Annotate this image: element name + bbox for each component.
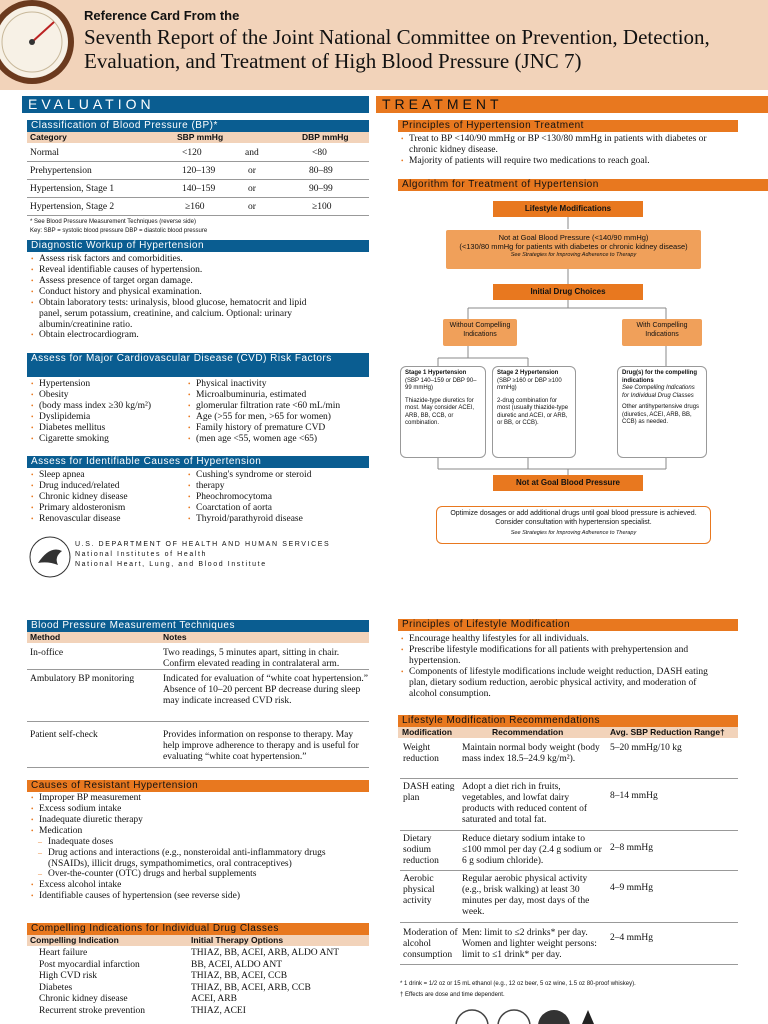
- list-item: – Inadequate doses: [30, 837, 360, 848]
- table-row: Diabetes THIAZ, BB, ACEI, ARB, CCB: [39, 982, 311, 993]
- hhs-seal-icon: [28, 535, 72, 579]
- list-item: • Majority of patients will require two medications to reach goal.: [400, 156, 730, 167]
- treatment-principles-list: [400, 134, 730, 167]
- not-at-goal-box: [446, 230, 701, 269]
- stage2-criteria: (SBP ≥160 or DBP ≥100 mmHg): [497, 377, 562, 391]
- table-row: In-office Two readings, 5 minutes apart, sitting in chair. Confirm elevated reading in contralateral arm.: [27, 645, 369, 670]
- classification-title: Classification of Blood Pressure (BP)*: [27, 120, 369, 132]
- stage1-title: Stage 1 Hypertension: [405, 370, 467, 376]
- recs-header: [398, 727, 738, 738]
- col-notes: Notes: [163, 632, 187, 642]
- list-item: • Sleep apnea: [30, 470, 180, 481]
- list-item: • Thyroid/parathyroid disease: [187, 514, 367, 525]
- workup-list: [30, 254, 330, 341]
- table-row: Moderation of alcohol consumption Men: limit to ≤2 drinks* per day. Women and lighter weight persons: limit to ≤1 drink* per day. 2–4 mmHg: [400, 923, 738, 965]
- list-item: • Hypertension: [30, 379, 180, 390]
- list-item: • Encourage healthy lifestyles for all individuals.: [400, 634, 720, 645]
- table-row: Hypertension, Stage 1 140–159 or 90–99: [27, 180, 369, 198]
- hhs-line3: National Heart, Lung, and Blood Institute: [75, 561, 267, 568]
- header-subtitle: Reference Card From the: [84, 8, 240, 23]
- stage1-criteria: (SBP 140–159 or DBP 90–99 mmHg): [405, 377, 477, 391]
- list-item: • Treat to BP <140/90 mmHg or BP <130/80 mmHg in patients with diabetes or chronic kidney disease.: [400, 134, 730, 156]
- stage1-body: Thiazide-type diuretics for most. May consider ACEI, ARB, BB, CCB, or combination.: [405, 397, 475, 426]
- table-row: High CVD risk THIAZ, BB, ACEI, CCB: [39, 971, 288, 981]
- stage2-title: Stage 2 Hypertension: [497, 370, 559, 376]
- table-row: Ambulatory BP monitoring Indicated for evaluation of “white coat hypertension.” Absence of 10–20 percent BP decrease during sleep may indicate increased CVD risk.: [27, 670, 369, 722]
- table-row: Recurrent stroke prevention THIAZ, ACEI: [39, 1005, 246, 1016]
- measurement-table: [27, 645, 369, 768]
- list-item: • Dyslipidemia: [30, 412, 180, 423]
- resistant-title: Causes of Resistant Hypertension: [27, 780, 369, 792]
- list-item: • Physical inactivity: [187, 379, 367, 390]
- list-item: • Conduct history and physical examination.: [30, 287, 330, 298]
- compelling-drugs-title: Drug(s) for the compelling indications: [622, 370, 697, 384]
- list-item: • Assess presence of target organ damage.: [30, 276, 330, 287]
- with-compelling-box: With Compelling Indications: [622, 319, 702, 346]
- col-modification: Modification: [402, 727, 453, 737]
- table-row: Aerobic physical activity Regular aerobic physical activity (e.g., brisk walking) at least 30 minutes per day, most days of the week. 4–9 mmHg: [400, 871, 738, 923]
- col-indication: Compelling Indication: [30, 935, 119, 945]
- treatment-principles-title: Principles of Hypertension Treatment: [398, 120, 738, 132]
- stage1-box: [400, 366, 486, 458]
- list-item: • Cushing's syndrome or steroid: [187, 470, 367, 481]
- list-item: • (body mass index ≥30 kg/m²): [30, 401, 180, 412]
- compelling-header: [27, 935, 369, 946]
- list-item: • glomerular filtration rate <60 mL/min: [187, 401, 367, 412]
- table-row: Normal <120 and <80: [27, 144, 369, 162]
- table-row: Dietary sodium reduction Reduce dietary sodium intake to ≤100 mmol per day (2.4 g sodium or 6 g sodium chloride). 2–8 mmHg: [400, 831, 738, 871]
- col-method: Method: [30, 632, 61, 642]
- list-item: • Primary aldosteronism: [30, 503, 180, 514]
- optimize-text: Optimize dosages or add additional drugs until goal blood pressure is achieved. Consider consultation with hypertension specialist.: [450, 510, 697, 526]
- not-at-goal-line2: (<130/80 mmHg for patients with diabetes or chronic kidney disease): [459, 242, 688, 252]
- compelling-drugs-body: Other antihypertensive drugs (diuretics, ACEI, ARB, BB, CCB) as needed.: [622, 404, 700, 425]
- treatment-heading: TREATMENT: [376, 96, 768, 113]
- cvd-list-right: [187, 379, 367, 445]
- recs-note-effects: † Effects are dose and time dependent.: [400, 992, 505, 998]
- list-item: – Over-the-counter (OTC) drugs and herbal supplements: [30, 869, 360, 880]
- list-item: • Obesity: [30, 390, 180, 401]
- recs-title: Lifestyle Modification Recommendations: [398, 715, 738, 727]
- list-item: • Excess alcohol intake: [30, 880, 360, 891]
- list-item: • Components of lifestyle modifications include weight reduction, DASH eating plan, dietary sodium reduction, aerobic physical activity, and moderation of alcohol consumption.: [400, 667, 720, 700]
- hhs-line1: U.S. DEPARTMENT OF HEALTH AND HUMAN SERVICES: [75, 541, 331, 548]
- table-row: DASH eating plan Adopt a diet rich in fruits, vegetables, and lowfat dairy products with reduced content of saturated and total fat. 8–14 mmHg: [400, 779, 738, 831]
- list-item: • Diabetes mellitus: [30, 423, 180, 434]
- list-item: • Age (>55 for men, >65 for women): [187, 412, 367, 423]
- header-band: [0, 0, 768, 90]
- recs-note-drink: * 1 drink = 1/2 oz or 15 mL ethanol (e.g., 12 oz beer, 5 oz wine, 1.5 oz 80-proof whiskey).: [400, 981, 636, 987]
- adherence-ref-2: See Strategies for Improving Adherence to Therapy: [510, 529, 637, 536]
- list-item: – Drug actions and interactions (e.g., nonsteroidal anti-inflammatory drugs (NSAIDs), illicit drugs, sympathomimetics, oral contraceptives): [30, 848, 360, 870]
- col-dbp: DBP mmHg: [302, 132, 349, 142]
- table-row: Chronic kidney disease ACEI, ARB: [39, 994, 237, 1004]
- stage2-box: [492, 366, 576, 458]
- classification-key: Key: SBP = systolic blood pressure DBP = diastolic blood pressure: [30, 228, 208, 234]
- list-item: • Chronic kidney disease: [30, 492, 180, 503]
- lifestyle-principles-list: [400, 634, 720, 700]
- not-at-goal-bp-box: Not at Goal Blood Pressure: [493, 475, 643, 491]
- list-item: • Reveal identifiable causes of hypertension.: [30, 265, 330, 276]
- algorithm-title: Algorithm for Treatment of Hypertension: [398, 179, 768, 191]
- without-compelling-box: Without Compelling Indications: [443, 319, 517, 346]
- list-item: • therapy: [187, 481, 367, 492]
- adherence-ref-1: See Strategies for Improving Adherence to Therapy: [510, 251, 637, 258]
- initial-drug-choices-box: Initial Drug Choices: [493, 284, 643, 300]
- list-item: • Obtain laboratory tests: urinalysis, blood glucose, hematocrit and lipid panel, serum potassium, creatinine, and calcium. Optional: urinary albumin/creatinine ratio.: [30, 298, 330, 331]
- table-row: Prehypertension 120–139 or 80–89: [27, 162, 369, 180]
- list-item: • Prescribe lifestyle modifications for all patients with prehypertension and hypertension.: [400, 645, 720, 667]
- lifestyle-principles-title: Principles of Lifestyle Modification: [398, 619, 738, 631]
- list-item: • Medication: [30, 826, 360, 837]
- evaluation-heading: EVALUATION: [22, 96, 369, 113]
- compelling-table: [30, 948, 370, 1017]
- optimize-box: [436, 506, 711, 544]
- list-item: • Assess risk factors and comorbidities.: [30, 254, 330, 265]
- col-sbp: SBP mmHg: [177, 132, 224, 142]
- list-item: • Excess sodium intake: [30, 804, 360, 815]
- col-recommendation: Recommendation: [492, 727, 564, 737]
- compelling-title: Compelling Indications for Individual Drug Classes: [27, 923, 369, 935]
- col-reduction: Avg. SBP Reduction Range†: [610, 727, 725, 737]
- classification-table: [27, 144, 369, 216]
- hhs-line2: National Institutes of Health: [75, 551, 208, 558]
- measurement-header: [27, 632, 369, 643]
- cvd-title: Assess for Major Cardiovascular Disease (CVD) Risk Factors: [27, 353, 369, 377]
- classification-note: * See Blood Pressure Measurement Techniques (reverse side): [30, 219, 196, 225]
- not-at-goal-line1: Not at Goal Blood Pressure (<140/90 mmHg): [498, 233, 649, 242]
- list-item: • Microalbuminuria, estimated: [187, 390, 367, 401]
- blood-pressure-gauge-icon: [0, 0, 76, 92]
- list-item: • Pheochromocytoma: [187, 492, 367, 503]
- table-row: Post myocardial infarction BB, ACEI, ALDO ANT: [39, 959, 283, 970]
- stage2-body: 2-drug combination for most (usually thiazide-type diuretic and ACEI, or ARB, or BB, or CCB).: [497, 397, 569, 426]
- workup-title: Diagnostic Workup of Hypertension: [27, 240, 369, 252]
- list-item: • Improper BP measurement: [30, 793, 360, 804]
- causes-list-left: [30, 470, 180, 525]
- col-therapy: Initial Therapy Options: [191, 935, 284, 945]
- list-item: • Identifiable causes of hypertension (see reverse side): [30, 891, 360, 902]
- table-row: Hypertension, Stage 2 ≥160 or ≥100: [27, 198, 369, 216]
- causes-list-right: [187, 470, 367, 525]
- table-row: Heart failure THIAZ, BB, ACEI, ARB, ALDO ANT: [39, 948, 340, 958]
- list-item: • Family history of premature CVD: [187, 423, 367, 434]
- header-title: Seventh Report of the Joint National Committee on Prevention, Detection, Evaluation, and Treatment of High Blood Pressure (JNC 7): [84, 25, 710, 73]
- list-item: • Obtain electrocardiogram.: [30, 330, 330, 341]
- recs-table: [400, 741, 738, 965]
- compelling-drugs-ref: See Compelling Indications for Individual Drug Classes: [622, 385, 695, 399]
- list-item: • Renovascular disease: [30, 514, 180, 525]
- list-item: • Coarctation of aorta: [187, 503, 367, 514]
- list-item: • (men age <55, women age <65): [187, 434, 367, 445]
- compelling-drugs-box: [617, 366, 707, 458]
- measurement-title: Blood Pressure Measurement Techniques: [27, 620, 369, 632]
- col-category: Category: [30, 132, 67, 142]
- agency-seals-icon: [450, 1006, 600, 1024]
- table-row: Weight reduction Maintain normal body weight (body mass index 18.5–24.9 kg/m²). 5–20 mmHg/10 kg: [400, 741, 738, 779]
- list-item: • Drug induced/related: [30, 481, 180, 492]
- lifestyle-modifications-box: Lifestyle Modifications: [493, 201, 643, 217]
- classification-header: [27, 132, 369, 143]
- table-row: Patient self-check Provides information on response to therapy. May help improve adherence to therapy and is useful for evaluating “white coat hypertension.”: [27, 722, 369, 768]
- causes-title: Assess for Identifiable Causes of Hypertension: [27, 456, 369, 468]
- list-item: • Inadequate diuretic therapy: [30, 815, 360, 826]
- resistant-list: [30, 793, 360, 902]
- cvd-list-left: [30, 379, 180, 445]
- list-item: • Cigarette smoking: [30, 434, 180, 445]
